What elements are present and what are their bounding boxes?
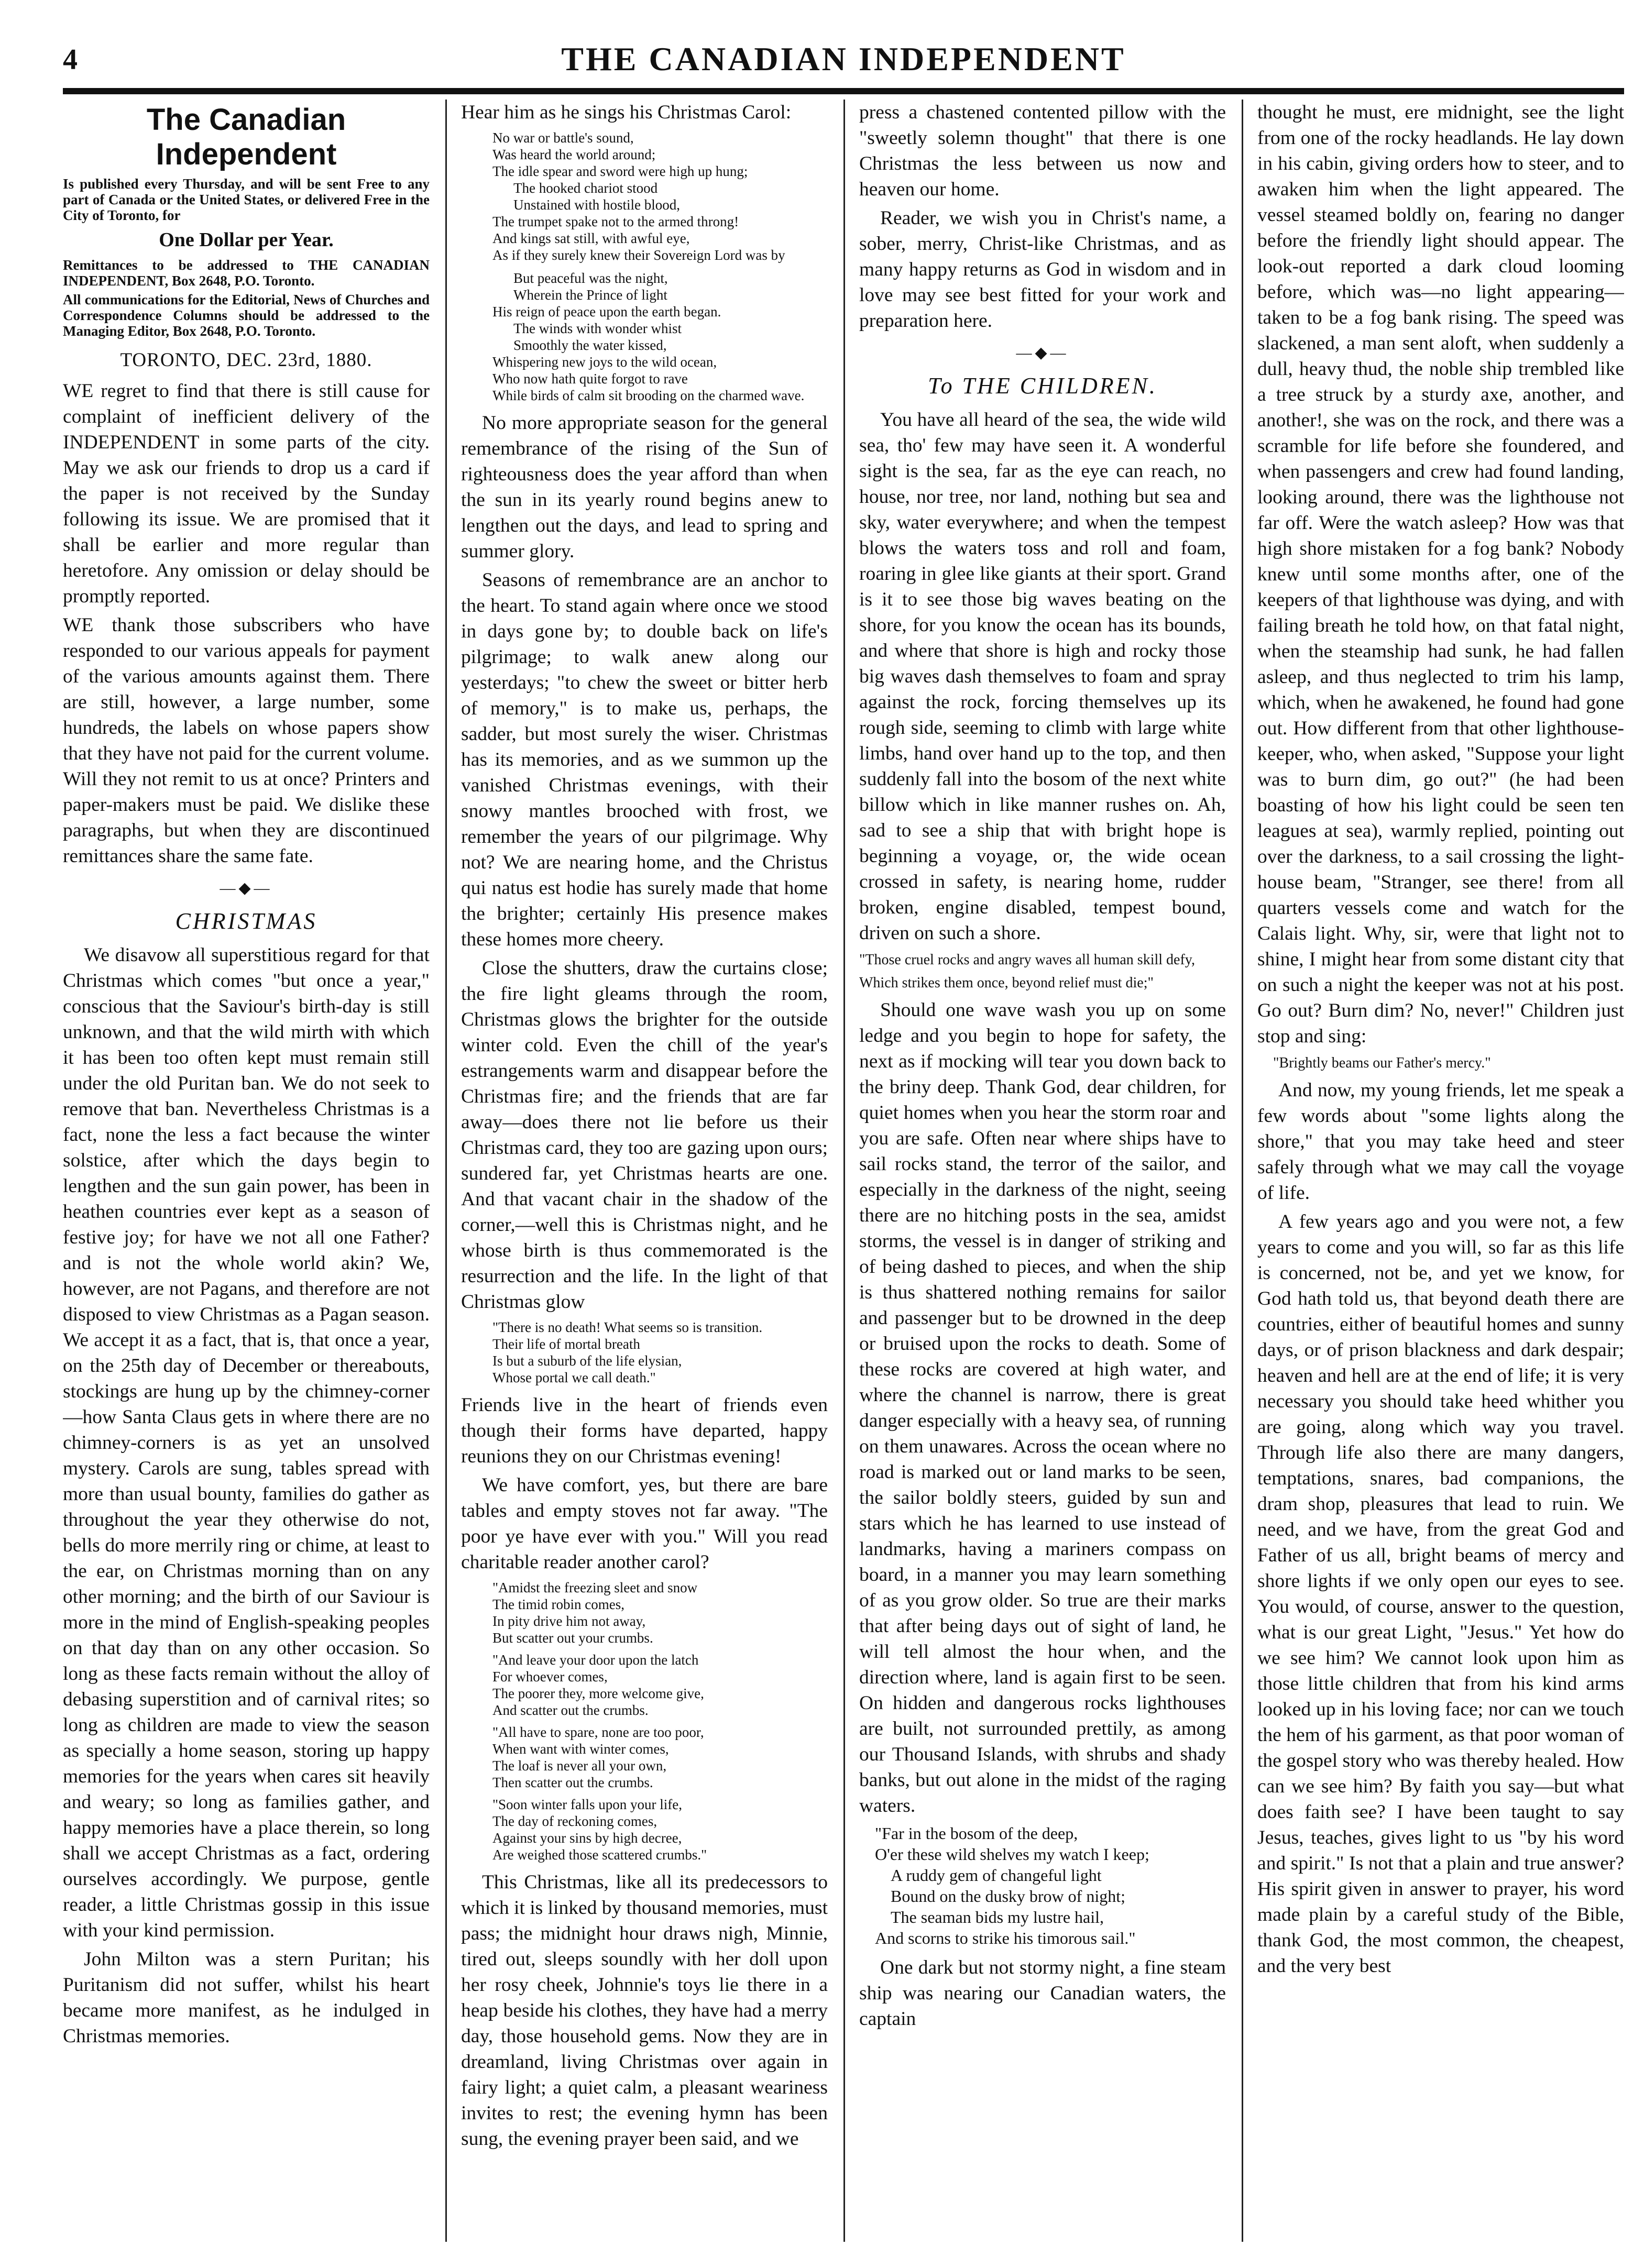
verse-line: Whose portal we call death." <box>492 1370 656 1385</box>
verse-line: As if they surely knew their Sovereign Lord was by <box>492 247 785 263</box>
verse-line: The winds with wonder whist <box>513 321 682 336</box>
verse-line: The loaf is never all your own, <box>492 1758 667 1774</box>
verse-line: "All have to spare, none are too poor, <box>492 1724 704 1740</box>
paragraph: Should one wave wash you up on some ledge and you begin to hope for safety, the next as if mocking will tear you down back to the briny deep. Thank God, dear children, for quiet homes when you hear the storm roar and you are safe. Often near where ships have to sail rocks stand, the terror of the sailor, and especially in the darkness of the night, seeing there are no hitching posts in the sea, amidst storms, the vessel is in danger of striking and of being dashed to pieces, and when the ship is thus shattered nothing remains for sailor and passenger but to be drowned in the deep or bruised upon the rocks to death. Some of these rocks are covered at high water, and where the channel is narrow, there is great danger especially with a heavy sea, of running on them unawares. Across the ocean where no road is marked out or land marks to be seen, the sailor boldly steers, guided by sun and stars which he has learned to use instead of landmarks, having a mariners compass on board, in a manner you may learn something of as you grow older. So true are their marks that after being days out of sight of land, he will tell almost the hour when, and the direction where, land is again first to be seen. On hidden and dangerous rocks lighthouses are built, not surrounded prettily, as among our Thousand Islands, with shrubs and shady banks, but out alone in the midst of the raging waters. <box>859 999 1226 1816</box>
paragraph: Seasons of remembrance are an anchor to the heart. To stand again where once we stood in days gone by; to double back on life's pilgrimage; to walk anew along our yesterdays; "to chew the sweet or bitter herb of memory," is to make us, perhaps, the sadder, but most surely the wiser. Christmas has its memories, and as we summon up the vanished Christmas evenings, with their snowy mantles brooched with frost, we remember the years of our pilgrimage. Why not? We are nearing home, and the Christus qui natus est hodie has surely made that home the brighter; certainly His presence makes these homes more cheery. <box>461 569 828 950</box>
verse-line: And kings sat still, with awful eye, <box>492 230 690 246</box>
page-header <box>63 22 1624 90</box>
verse-line: The poorer they, more welcome give, <box>492 1686 704 1701</box>
verse-line: But scatter out your crumbs. <box>492 1630 653 1646</box>
verse-line: His reign of peace upon the earth began. <box>492 304 721 320</box>
verse-line: Whispering new joys to the wild ocean, <box>492 354 717 370</box>
verse-line: But peaceful was the night, <box>513 270 668 286</box>
verse-line: Bound on the dusky brow of night; <box>891 1887 1125 1906</box>
verse-line: "Far in the bosom of the deep, <box>875 1824 1078 1843</box>
column-1 <box>63 100 430 2242</box>
section-heading: To THE CHILDREN. <box>928 373 1157 399</box>
verse-line: The idle spear and sword were high up hung; <box>492 163 748 179</box>
verse-line: Are weighed those scattered crumbs." <box>492 1847 707 1863</box>
masthead: The Canadian Independent <box>146 103 346 171</box>
verse-block <box>492 1319 828 1386</box>
verse-line: When want with winter comes, <box>492 1741 669 1757</box>
paragraph: No more appropriate season for the general remembrance of the rising of the Sun of righteousness does the year afford than when the sun in its yearly round begins anew to lengthen out the days, and lead to spring and summer glory. <box>461 412 828 562</box>
verse-line: "Soon winter falls upon your life, <box>492 1797 682 1812</box>
section-divider: —◆— <box>1016 344 1069 361</box>
paragraph: You have all heard of the sea, the wide wild sea, tho' few may have seen it. A wonderful sight is the sea, far as the eye can reach, no house, nor tree, nor land, nothing but sea and sky, water everywhere; and when the tempest blows the waters toss and roll and foam, roaring in glee like giants at their sport. Grand is it to see those big waves beating on the shore, for you know the ocean has its bounds, and where that shore is high and rocky those big waves dash themselves to foam and spray against the rock, forcing themselves up its rough side, seeming to climb with large white limbs, hand over hand up to the top, and then suddenly fall into the bosom of the next white billow which in like manner rushes on. Ah, sad to see a ship that with bright hope is beginning a voyage, or, the wide ocean crossed in safety, is nearing home, rudder broken, engine disabled, tempest bound, driven on such a shore. <box>859 409 1226 944</box>
verse-line: A ruddy gem of changeful light <box>891 1866 1102 1885</box>
quote-line: Which strikes them once, beyond relief must die;" <box>859 975 1154 991</box>
verse-block <box>492 1579 828 1863</box>
verse-line: The timid robin comes, <box>492 1597 624 1612</box>
verse-line: Their life of mortal breath <box>492 1336 640 1352</box>
remittance-note: Remittances to be addressed to THE CANADIAN INDEPENDENT, Box 2648, P.O. Toronto. <box>63 257 430 289</box>
verse-line: Unstained with hostile blood, <box>513 197 680 213</box>
verse-line: The seaman bids my lustre hail, <box>891 1908 1104 1926</box>
verse-line: Against your sins by high decree, <box>492 1830 682 1846</box>
paragraph: This Christmas, like all its predecessors to which it is linked by thousand memories, must pass; the midnight hour draws nigh, Minnie, tired out, sleeps soundly with her doll upon her rosy cheek, Johnnie's toys lie there in a heap beside his clothes, they have had a merry day, those household gems. Now they are in dreamland, living Christmas over again in fairy light; a quiet calm, a pleasant weariness invites to rest; the evening hymn has been sung, the evening prayer been said, and we <box>461 1871 828 2150</box>
paragraph: Hear him as he sings his Christmas Carol: <box>461 102 792 123</box>
section-divider: —◆— <box>220 879 273 897</box>
verse-line: While birds of calm sit brooding on the charmed wave. <box>492 388 805 403</box>
quote-line: "Those cruel rocks and angry waves all human skill defy, <box>859 952 1195 968</box>
paragraph: John Milton was a stern Puritan; his Puritanism did not suffer, whilst his heart became more manifest, as he indulged in Christmas memories. <box>63 1948 430 2047</box>
paragraph: WE thank those subscribers who have responded to our various appeals for payment of the various amounts against them. There are still, however, a large number, some hundreds, the labels on whose papers show that they have not paid for the current volume. Will they not remit to us at once? Printers and paper-makers must be paid. We dislike these paragraphs, but when they are discontinued remittances share the same fate. <box>63 614 430 867</box>
paragraph: Close the shutters, draw the curtains close; the fire light gleams through the room, Christmas glows the brighter for the outside winter cold. Even the chill of the year's estrangements warm and disappear before the Christmas fire; and the friends that are far away—does there not lie before us their Christmas card, they too are gazing upon ours; sundered far, yet Christmas hearts are one. And that vacant chair in the shadow of the corner,—well this is Christmas night, and he whose birth is thus commemorated is the resurrection and the life. In the light of that Christmas glow <box>461 957 828 1313</box>
paragraph: One dark but not stormy night, a fine steam ship was nearing our Canadian waters, the captain <box>859 1957 1226 2030</box>
verse-line: The day of reckoning comes, <box>492 1813 657 1829</box>
column-3 <box>859 100 1226 2242</box>
verse-block <box>492 129 828 263</box>
verse-line: And scorns to strike his timorous sail." <box>875 1929 1136 1947</box>
paragraph: press a chastened contented pillow with the "sweetly solemn thought" that there is one Christmas the less between us now and heaven our home. <box>859 102 1226 200</box>
verse-line: Smoothly the water kissed, <box>513 337 667 353</box>
verse-line: In pity drive him not away, <box>492 1613 646 1629</box>
paragraph: thought he must, ere midnight, see the light from one of the rocky headlands. He lay down in his cabin, giving orders how to steer, and to awaken him when the light appeared. The vessel steamed boldly on, fearing no danger before the friendly light should appear. The look-out reported a dark cloud looming before, which was—no light appearing—taken to be a fog bank rising. The speed was slackened, a man sent aloft, when suddenly a dull, heavy thud, the noble ship trembled like a tree struck by a sturdy axe, another, and another!, she was on the rock, and there was a scramble for life before she foundered, and when passengers and crew had found landing, looking around, there was the lighthouse not far off. Were the watch asleep? How was that high shore mistaken for a fog bank? Nobody knew until some months after, one of the keepers of that lighthouse was dying, and with failing breath he told how, on that fatal night, when the steamship had sunk, he had fallen asleep, and thus neglected to trim his lamp, which, when he awakened, he found had gone out. How different from that other lighthouse-keeper, who, when asked, "Suppose your light was to burn dim, go out?" (he had been boasting of how his light could be seen ten leagues at sea), warmly replied, pointing out over the darkness, to a sail crossing the light-house beam, "Stranger, see there! from all quarters vessels come and watch for the Calais light. Why, sir, were that light not to shine, I might hear from some distant city that on such a night the keeper was not at his post. Go out? Burn dim? No, never!" Children just stop and sing: <box>1257 102 1624 1047</box>
communications-note: All communications for the Editorial, News of Churches and Correspondence Columns should be addressed to the Managing Editor, Box 2648, P.O. Toronto. <box>63 292 430 339</box>
column-rule <box>1242 100 1243 2242</box>
paragraph: WE regret to find that there is still cause for complaint of inefficient delivery of the INDEPENDENT in some parts of the city. May we ask our friends to drop us a card if the paper is not received by the Sunday following its issue. We are promised that it shall be earlier and more regular than heretofore. Any omission or delay should be promptly reported. <box>63 380 430 607</box>
dateline: TORONTO, DEC. 23rd, 1880. <box>120 349 372 371</box>
column-rule <box>445 100 447 2242</box>
verse-line: "There is no death! What seems so is transition. <box>492 1319 763 1335</box>
paragraph: A few years ago and you were not, a few years to come and you will, so far as this life is concerned, not be, and yet we know, for God hath told us, that beyond death there are countries, either of beautiful homes and sunny days, or of prison blackness and dark despair; heaven and hell are at the end of life; it is very necessary you should take heed whither you are going, along which way you travel. Through life also there are many dangers, temptations, snares, bad companions, the dram shop, pleasures that lead to ruin. We need, and we have, from the great God and Father of us all, bright beams of mercy and shore lights if we only open our eyes to see. You would, of course, answer to the question, what is our great Light, "Jesus." Yet how do we see him? We cannot look upon him as those little children that from his kind arms looked up in his loving face; nor can we touch the hem of his garment, as that poor woman of the gospel story who was thereby healed. How can we see him? By faith you say—but what does faith see? I have been taught to say Jesus, teaches, gives light to us "by his word and spirit." Is not that a plain and true answer? His spirit given in answer to prayer, his word made plain by a careful study of the Bible, thank God, the most common, the cheapest, and the very best <box>1257 1211 1624 1977</box>
columns <box>63 100 1624 2242</box>
verse-line: Wherein the Prince of light <box>513 287 667 303</box>
verse-line: Who now hath quite forgot to rave <box>492 371 688 387</box>
column-4 <box>1257 100 1624 2242</box>
paragraph: We disavow all superstitious regard for that Christmas which comes "but once a year," conscious that the Saviour's birth-day is still unknown, and that the wild mirth with which it has been too often kept must remain still under the old Puritan ban. We do not seek to remove that ban. Nevertheless Christmas is a fact, none the less a fact because the winter solstice, after which the days begin to lengthen and the sun gain power, has been in heathen countries ever kept as a season of festive joy; for have we not all one Father? and is not the whole world akin? We, however, are not Pagans, and therefore are not disposed to view Christmas as a Pagan season. We accept it as a fact, that is, that once a year, on the 25th day of December or thereabouts, stockings are hung up by the chimney-corner—how Santa Claus gets in where there are no chimney-corners is as yet an unsolved mystery. Carols are sung, tables spread with more than usual bounty, families do gather as throughout the year they otherwise do not, bells do more merrily ring or chime, at least to the ear, on Christmas morning than on any other morning; and the birth of our Saviour is more in the mind of English-speaking peoples on that day than on any other occasion. So long as these facts remain without the alloy of debasing superstition and of carnival rites; so long as children are made to view the season as specially a home season, storing up happy memories for the years when cares sit heavily and weary; so long as families gather, and happy memories have a place therein, so long shall we accept Christmas as a fact, ordering ourselves accordingly. We purpose, gentle reader, a little Christmas gossip in this issue with your kind permission. <box>63 944 430 1941</box>
verse-line: No war or battle's sound, <box>492 130 634 146</box>
column-rule <box>843 100 845 2242</box>
page-number: 4 <box>63 43 78 76</box>
verse-line: O'er these wild shelves my watch I keep; <box>875 1845 1149 1864</box>
section-heading: CHRISTMAS <box>175 908 317 934</box>
verse-line: The hooked chariot stood <box>513 180 658 196</box>
verse-line: "Amidst the freezing sleet and snow <box>492 1580 698 1595</box>
verse-block <box>492 270 828 404</box>
verse-line: The trumpet spake not to the armed throng! <box>492 214 739 229</box>
paragraph: Friends live in the heart of friends even though their forms have departed, happy reunions they on our Christmas evening! <box>461 1394 828 1467</box>
verse-block <box>875 1823 1226 1948</box>
verse-line: For whoever comes, <box>492 1669 608 1685</box>
paragraph: We have comfort, yes, but there are bare tables and empty stoves not far away. "The poor ye have ever with you." Will you read charitable reader another carol? <box>461 1474 828 1573</box>
publication-note: Is published every Thursday, and will be sent Free to any part of Canada or the United States, or delivered Free in the City of Toronto, for <box>63 176 430 223</box>
verse-line: And scatter out the crumbs. <box>492 1702 649 1718</box>
subscription-price: One Dollar per Year. <box>159 229 334 251</box>
paragraph: Reader, we wish you in Christ's name, a sober, merry, Christ-like Christmas, and as many happy returns as God in wisdom and in love may see best fitted for your work and preparation here. <box>859 207 1226 332</box>
verse-line: "And leave your door upon the latch <box>492 1652 699 1668</box>
verse-line: Then scatter out the crumbs. <box>492 1775 653 1790</box>
newspaper-title: THE CANADIAN INDEPENDENT <box>561 40 1126 78</box>
header-rule <box>63 88 1624 94</box>
paragraph: And now, my young friends, let me speak a few words about "some lights along the shore," that you may take heed and steer safely through what we may call the voyage of life. <box>1257 1080 1624 1204</box>
quote-line: "Brightly beams our Father's mercy." <box>1273 1055 1491 1071</box>
verse-line: Was heard the world around; <box>492 147 656 162</box>
verse-line: Is but a suburb of the life elysian, <box>492 1353 682 1369</box>
column-2 <box>461 100 828 2242</box>
